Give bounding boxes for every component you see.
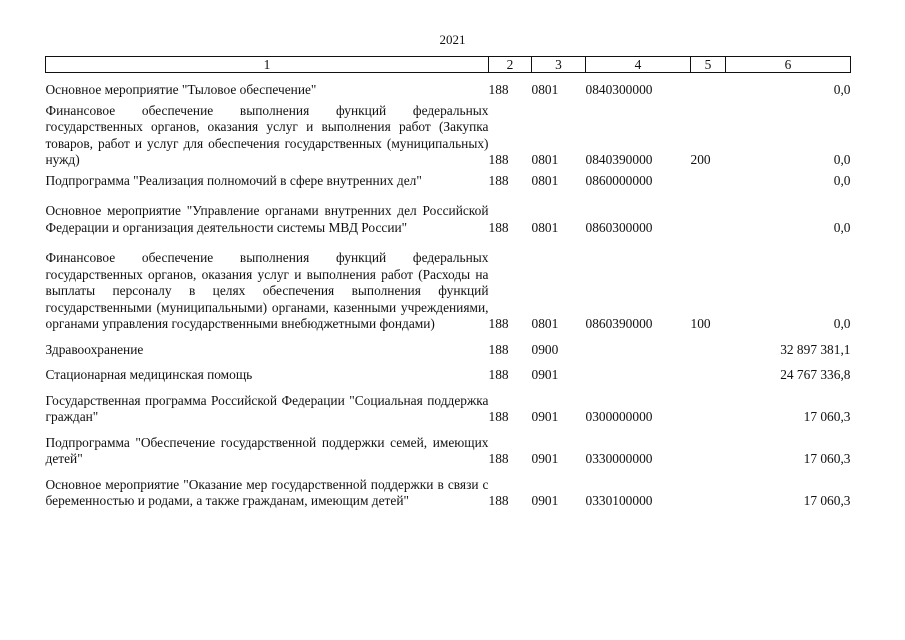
page-year: 2021 <box>439 32 466 47</box>
table-row <box>46 468 851 510</box>
row-code: 188 <box>488 82 509 97</box>
row-target: 0860000000 <box>585 172 653 188</box>
row-name: Стационарная медицинская помощь <box>45 367 253 382</box>
row-type <box>691 189 726 236</box>
row-target: 0860300000 <box>585 219 653 235</box>
row-code: 188 <box>488 493 509 508</box>
row-target: 0840390000 <box>585 152 653 167</box>
table-row <box>46 236 851 333</box>
column-number-row <box>46 57 851 73</box>
row-section: 0900 <box>531 341 559 357</box>
row-code: 188 <box>488 409 509 424</box>
row-name: Основное мероприятие "Управление органами внутренних дел Российской Федерации и организация деятельности системы МВД России" <box>45 203 489 235</box>
col-header-1: 1 <box>46 57 489 73</box>
row-amount: 17 060,3 <box>803 493 851 508</box>
row-amount: 32 897 381,1 <box>780 341 851 357</box>
col-header-3: 3 <box>532 57 586 73</box>
col-header-2: 2 <box>489 57 532 73</box>
row-target: 0330100000 <box>585 493 653 508</box>
table-row <box>46 426 851 468</box>
row-section: 0801 <box>531 152 559 167</box>
row-target: 0860390000 <box>585 316 653 331</box>
row-section: 0801 <box>531 219 559 235</box>
row-name: Государственная программа Российской Федерации "Социальная поддержка граждан" <box>45 392 489 424</box>
row-name: Основное мероприятие "Тыловое обеспечение" <box>45 82 317 97</box>
row-section: 0901 <box>531 493 559 508</box>
row-type <box>691 426 726 468</box>
col-header-5: 5 <box>691 57 726 73</box>
row-name: Основное мероприятие "Оказание мер государственной поддержки в связи с беременностью и родами, а также гражданам, имеющим детей" <box>45 476 489 508</box>
row-code: 188 <box>488 341 509 357</box>
row-section: 0801 <box>531 82 559 97</box>
row-amount: 0,0 <box>833 316 851 331</box>
row-type <box>691 384 726 426</box>
row-type: 200 <box>690 152 711 167</box>
row-amount: 17 060,3 <box>803 451 851 466</box>
table-row <box>46 73 851 99</box>
row-target <box>586 358 691 384</box>
table-row <box>46 99 851 169</box>
row-code: 188 <box>488 172 509 188</box>
row-code: 188 <box>488 316 509 331</box>
row-amount: 17 060,3 <box>803 409 851 424</box>
row-section: 0801 <box>531 316 559 331</box>
table-row <box>46 333 851 359</box>
row-amount: 0,0 <box>833 82 851 97</box>
row-amount: 0,0 <box>833 172 851 188</box>
row-section: 0801 <box>531 172 559 188</box>
row-type <box>691 169 726 190</box>
row-section: 0901 <box>531 367 559 382</box>
row-type <box>691 333 726 359</box>
row-type <box>691 358 726 384</box>
row-target: 0300000000 <box>585 409 653 424</box>
row-code: 188 <box>488 219 509 235</box>
row-name: Подпрограмма "Обеспечение государственной поддержки семей, имеющих детей" <box>45 434 489 466</box>
row-amount: 24 767 336,8 <box>780 367 851 382</box>
budget-table <box>45 56 851 510</box>
row-name: Финансовое обеспечение выполнения функций федеральных государственных органов, оказания услуг и выполнения работ (Расходы на выплаты персоналу в целях обеспечения выполнения функций государственными (муниципальными) органами, казенными учреждениями, органами управления государственными внебюджетными фондами) <box>45 250 489 331</box>
row-name: Подпрограмма "Реализация полномочий в сфере внутренних дел" <box>45 172 422 188</box>
table-row <box>46 169 851 190</box>
col-header-6: 6 <box>726 57 851 73</box>
row-amount: 0,0 <box>833 152 851 167</box>
row-type: 100 <box>690 316 711 331</box>
row-name: Здравоохранение <box>45 341 144 357</box>
row-code: 188 <box>488 152 509 167</box>
row-target <box>586 333 691 359</box>
table-row <box>46 189 851 236</box>
row-type <box>691 468 726 510</box>
row-target: 0330000000 <box>585 451 653 466</box>
row-name: Финансовое обеспечение выполнения функций федеральных государственных органов, оказания услуг и выполнения работ (Закупка товаров, работ и услуг для обеспечения государственных (муниципальных) нужд) <box>45 102 489 167</box>
row-amount: 0,0 <box>833 219 851 235</box>
row-code: 188 <box>488 367 509 382</box>
table-row <box>46 358 851 384</box>
table-row <box>46 384 851 426</box>
row-target: 0840300000 <box>585 82 653 97</box>
col-header-4: 4 <box>586 57 691 73</box>
row-section: 0901 <box>531 451 559 466</box>
row-code: 188 <box>488 451 509 466</box>
row-section: 0901 <box>531 409 559 424</box>
row-type <box>691 73 726 99</box>
